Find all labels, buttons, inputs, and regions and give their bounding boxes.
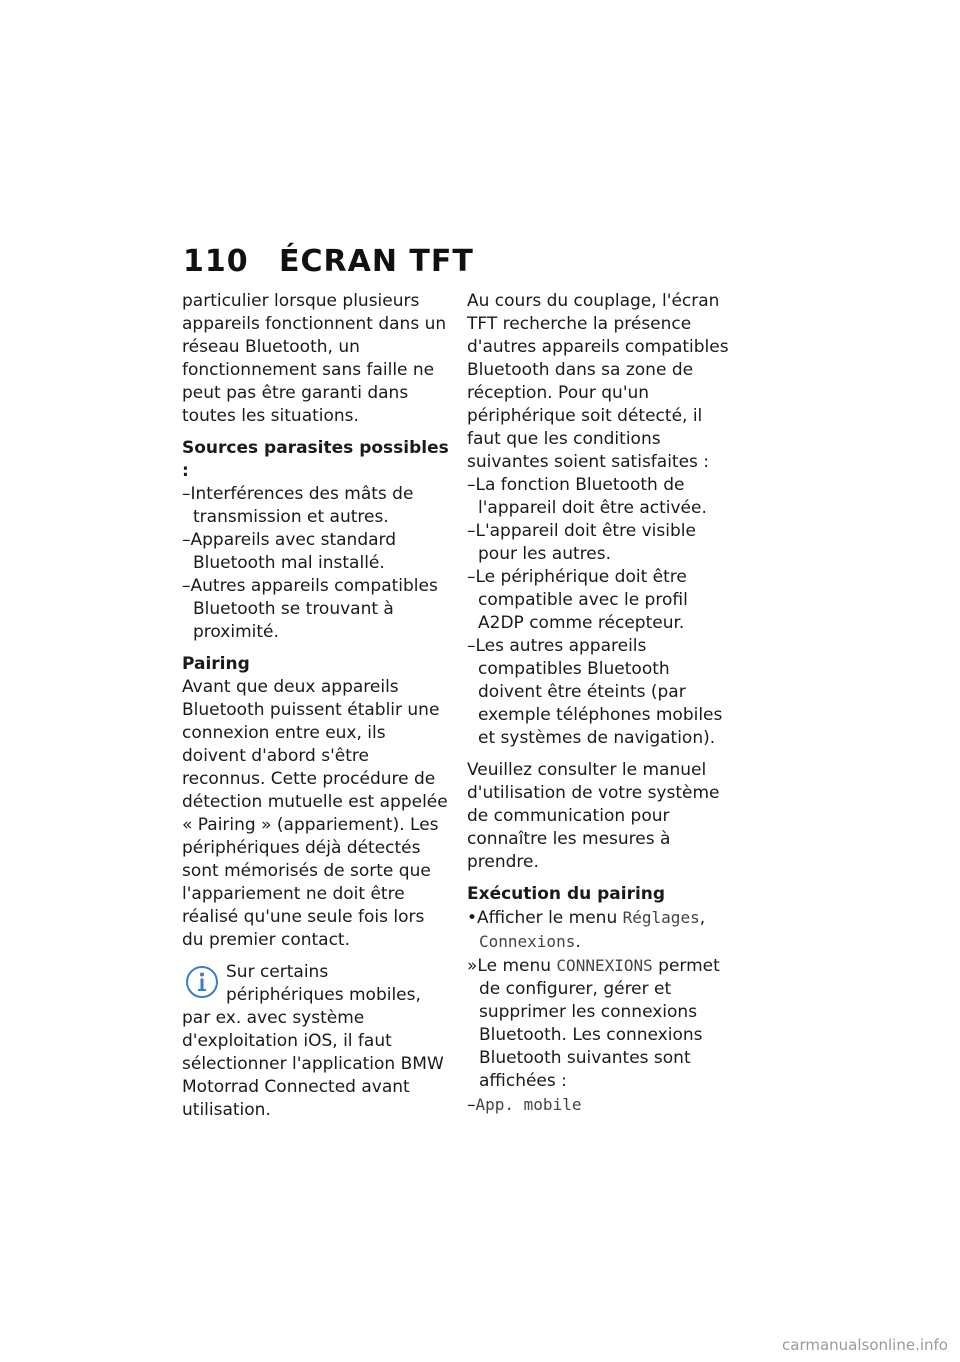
right-column — [467, 290, 735, 1126]
sources-heading: Sources parasites possibles : — [182, 438, 449, 481]
menu-name: Réglages — [622, 908, 700, 927]
watermark: carmanualsonline.info — [782, 1336, 948, 1354]
list-item: –Le périphérique doit être compatible avec le profil A2DP comme récepteur. — [467, 567, 688, 633]
pairing-heading: Pairing — [182, 654, 250, 674]
list-item: –L'appareil doit être visible pour les autres. — [467, 521, 696, 564]
list-item: –App. mobile — [467, 1095, 582, 1115]
bullet-dot-icon: • — [467, 908, 478, 928]
coupling-paragraph: Au cours du couplage, l'écran TFT recherche la présence d'autres appareils compatibles Bluetooth dans sa zone de réception. Pour qu'un périphérique soit détecté, il faut que les conditions suivantes soient satisfaites : — [467, 291, 729, 472]
connections-list — [467, 1093, 735, 1117]
execution-heading: Exécution du pairing — [467, 884, 666, 904]
submenu-name: Connexions — [479, 932, 576, 951]
page-number: 110 — [183, 244, 249, 279]
intro-paragraph: particulier lorsque plusieurs appareils fonctionnent dans un réseau Bluetooth, un fonctionnement sans faille ne peut pas être garanti dans toutes les situations. — [182, 291, 447, 426]
conditions-list — [467, 474, 735, 750]
info-note — [182, 961, 450, 1122]
section-title: ÉCRAN TFT — [279, 244, 474, 279]
sources-list — [182, 483, 450, 644]
result-arrow-icon: » — [467, 956, 478, 976]
pairing-paragraph: Avant que deux appareils Bluetooth puissent établir une connexion entre eux, ils doivent d'abord s'être reconnus. Cette procédure de détection mutuelle est appelée « Pairing » (appariement). Les périphériques déjà détectés sont mémorisés de sorte que l'appariement ne doit être réalisé qu'une seule fois lors du premier contact. — [182, 677, 448, 950]
left-column — [182, 290, 450, 1131]
info-icon — [182, 963, 222, 1001]
list-item: –Appareils avec standard Bluetooth mal installé. — [182, 530, 397, 573]
manual-paragraph: Veuillez consulter le manuel d'utilisation de votre système de communication pour connaître les mesures à prendre. — [467, 760, 720, 872]
list-item: –Interférences des mâts de transmission et autres. — [182, 484, 414, 527]
step-item: •Afficher le menu Réglages, Connexions. — [467, 908, 706, 952]
menu-name: CONNEXIONS — [556, 956, 653, 975]
page-header — [183, 244, 474, 279]
list-item: –Autres appareils compatibles Bluetooth se trouvant à proximité. — [182, 576, 438, 642]
result-item: »Le menu CONNEXIONS permet de configurer, gérer et supprimer les connexions Bluetooth. Les connexions Bluetooth suivantes sont affichées : — [467, 956, 720, 1091]
note-text: Sur certains périphériques mobiles, par ex. avec système d'exploitation iOS, il faut sélectionner l'application BMW Motorrad Connected avant utilisation. — [182, 962, 444, 1120]
list-item: –La fonction Bluetooth de l'appareil doit être activée. — [467, 475, 707, 518]
list-item: –Les autres appareils compatibles Bluetooth doivent être éteints (par exemple téléphones mobiles et systèmes de navigation). — [467, 636, 723, 748]
